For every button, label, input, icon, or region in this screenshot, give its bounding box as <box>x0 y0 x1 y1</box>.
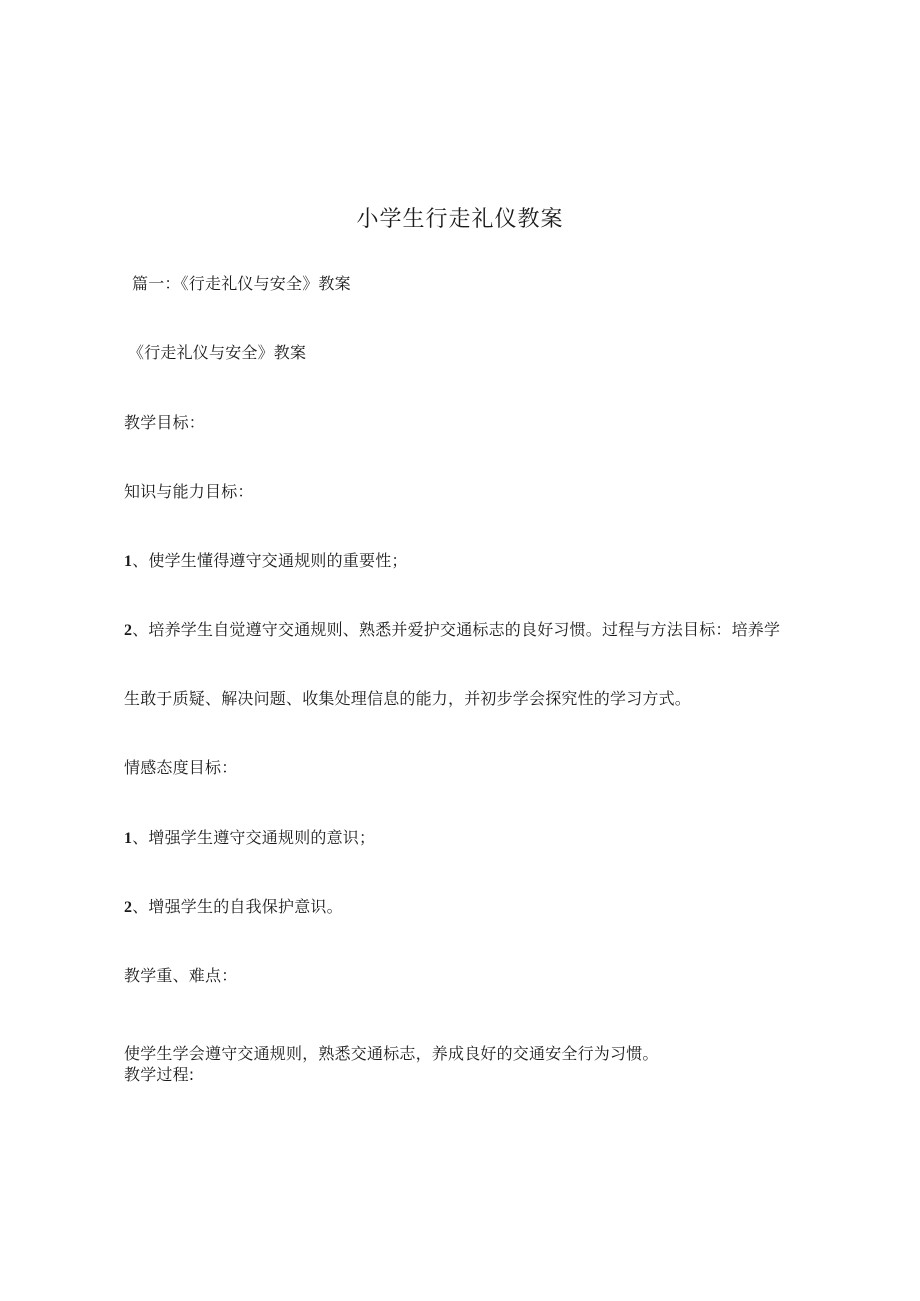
goal-item-2-text: 、培养学生自觉遵守交通规则、熟悉并爱护交通标志的良好习惯。过程与方法目标：培养学 <box>132 620 781 639</box>
key-points-label: 教学重、难点： <box>124 966 238 985</box>
teaching-goals-label: 教学目标： <box>124 413 206 432</box>
emotion-item-1-number: 1 <box>124 830 133 847</box>
goal-item-2 <box>124 620 780 641</box>
goal-item-2-continuation: 生敢于质疑、解决问题、收集处理信息的能力，并初步学会探究性的学习方式。 <box>124 689 692 708</box>
emotion-item-2-number: 2 <box>124 899 133 916</box>
goal-item-1-text: 、使学生懂得遵守交通规则的重要性； <box>132 551 408 570</box>
emotion-item-1-text: 、增强学生遵守交通规则的意识； <box>132 828 376 847</box>
key-points-text: 使学生学会遵守交通规则，熟悉交通标志，养成良好的交通安全行为习惯。 <box>124 1044 659 1063</box>
emotion-item-2 <box>124 897 343 918</box>
goal-item-1-number: 1 <box>124 553 133 570</box>
emotion-item-1 <box>124 828 375 849</box>
knowledge-goals-label: 知识与能力目标： <box>124 482 254 501</box>
goal-item-2-number: 2 <box>124 622 133 639</box>
chapter-heading: 篇一：《行走礼仪与安全》教案 <box>132 274 351 293</box>
sub-heading: 《行走礼仪与安全》教案 <box>128 343 307 362</box>
goal-item-1 <box>124 551 408 572</box>
emotion-item-2-text: 、增强学生的自我保护意识。 <box>132 897 343 916</box>
teaching-process-label: 教学过程: <box>124 1065 195 1084</box>
document-title: 小学生行走礼仪教案 <box>356 207 564 232</box>
emotion-goals-label: 情感态度目标： <box>124 758 238 777</box>
